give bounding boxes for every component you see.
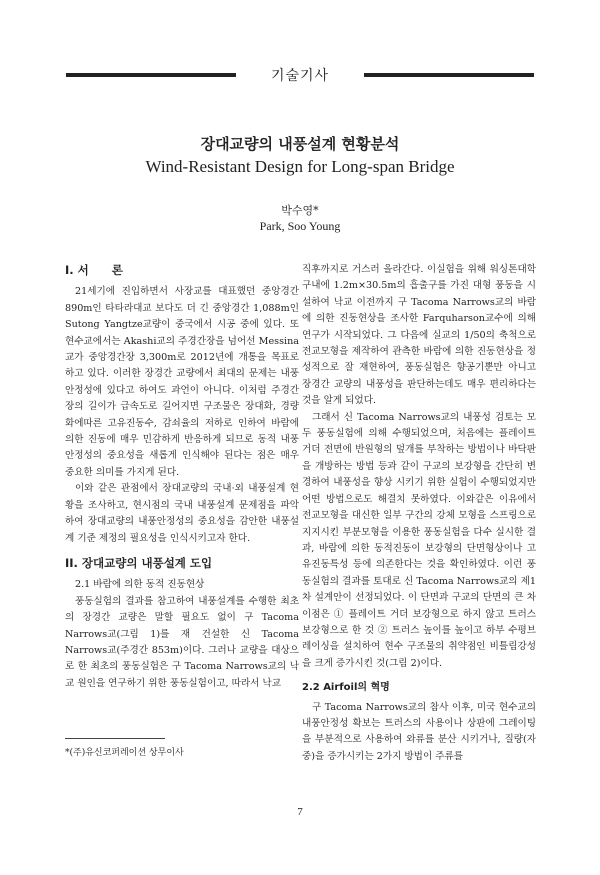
intro-paragraph-2: 이와 같은 관점에서 장대교량의 국내·외 내풍설계 현황을 조사하고, 현시점의 국내 내풍설계 문제점을 파악하여 장대교량의 내풍안정성의 중요성을 감안한 내풍설계 기준 제정의 필요성을 인식시키고자 한다. — [65, 483, 299, 544]
intro-paragraph-1: 21세기에 진입하면서 사장교를 대표했던 중앙경간 890m인 타타라대교 보다도 더 긴 중앙경간 1,088m인 Sutong Yangtze교량이 중국에서 시공 중에 있다. 또 현수교에서는 Akashi교의 주경간장을 넘어선 Messina교가 중앙경간장 3,300m로 2012년에 개통을 목표로 하고 있다. 이러한 장경간 교량에서 최대의 문제는 내풍안정성에 있다고 하여도 과언이 아니다. 이처럼 주경간장의 길이가 급속도로 길어지면 구조물은 장대화, 경량화에따른 고유진동수, 감쇠율의 저하로 인하여 바람에 의한 진동에 매우 민감하게 반응하게 되므로 동적 내풍안정성의 중요성을 새롭게 인식해야 된다는 점은 매우 중요한 의미를 가지게 된다. — [65, 286, 299, 478]
left-column — [65, 262, 299, 692]
section-2-1-paragraph: 풍동실험의 결과를 참고하여 내풍설계를 수행한 최초의 장경간 교량은 말할 필요도 없이 구 Tacoma Narrows교(그림 1)를 재 건설한 신 Tacoma Narrows교(주경간 853m)이다. 그러나 교량을 대상으로 한 최초의 풍동실험은 구 Tacoma Narrows교의 낙교 원인을 연구하기 위한 풍동실험이고, 따라서 낙교 — [65, 595, 299, 689]
right-column — [302, 262, 536, 765]
heading-2-2: 2.2 Airfoil의 혁명 — [302, 682, 390, 694]
tacoma-paragraph: 그래서 신 Tacoma Narrows교의 내풍성 검토는 모두 풍동실험에 의해 수행되었으며, 처음에는 플레이트 거더 전면에 반원형의 덮개를 부착하는 방법이나 바닥판을 개방하는 방법 등과 같이 구교의 보강형을 간단히 변경하여 내풍성을 향상 시키기 위한 실험이 수행되었지만 어떤 방법으로도 해결치 못하였다. 이와같은 이유에서 전교모형을 대신한 일부 구간의 강체 모형을 스프링으로 지지시킨 부분모형을 이용한 풍동실험을 다수 실시한 결과, 바람에 의한 동적진동이 보강형의 단면형상이나 고유진동특성 등에 의존한다는 것을 확인하였다. 이런 풍동실험의 결과를 토대로 신 Tacoma Narrows교의 제1차 설계안이 선정되었다. 이 단면과 구교의 단면의 큰 차이점은 ① 플레이트 거더 보강형으로 하지 않고 트러스 보강형으로 한 것 ② 트러스 높이를 높이고 하부 수평브레이싱을 설치하여 현수 구조물의 취약점인 비틀림강성을 크게 증가시킨 것(그림 2)이다. — [302, 411, 536, 669]
section-header — [66, 68, 534, 82]
heading-section-2: II. 장대교량의 내풍설계 도입 — [65, 555, 213, 570]
airfoil-paragraph: 구 Tacoma Narrows교의 참사 이후, 미국 현수교의 내풍안정성 확보는 트러스의 사용이나 상판에 그레이팅을 부분적으로 사용하여 와류를 분산 시키거나, 질량(자중)을 증가시키는 2가지 방법이 주류를 — [302, 701, 536, 762]
footnote: *(주)유신코퍼레이션 상무이사 — [65, 748, 184, 758]
page-number: 7 — [297, 806, 303, 818]
heading-introduction: I. 서 론 — [65, 263, 123, 277]
author-english: Park, Soo Young — [259, 219, 341, 233]
subheading-2-1: 2.1 바람에 의한 동적 진동현상 — [75, 579, 205, 591]
continued-paragraph: 직후까지로 거스러 올라간다. 이실험을 위해 워싱톤대학 구내에 1.2m×30.5m의 흡출구를 가진 대형 풍동을 시설하여 낙교 이전까지 구 Tacoma Narrows교의 바람에 의한 진동현상을 조사한 Farquharson교수에 의해 연구가 시작되었다. 그 다음에 실교의 1/50의 축척으로 전교모형을 제작하여 관측한 바람에 의한 진동현상을 정성적으로 잘 재현하여, 풍동실험은 향공기뿐만 아니고 장경간 교량의 내풍성을 판단하는데도 매우 편리하다는 것을 알게 되었다. — [302, 264, 536, 407]
author-korean: 박수영* — [281, 204, 319, 217]
footnote-rule — [65, 738, 165, 739]
title-english: Wind-Resistant Design for Long-span Bridge — [145, 157, 455, 176]
title-korean: 장대교량의 내풍설계 현황분석 — [200, 135, 400, 153]
section-category: 기술기사 — [270, 68, 330, 84]
